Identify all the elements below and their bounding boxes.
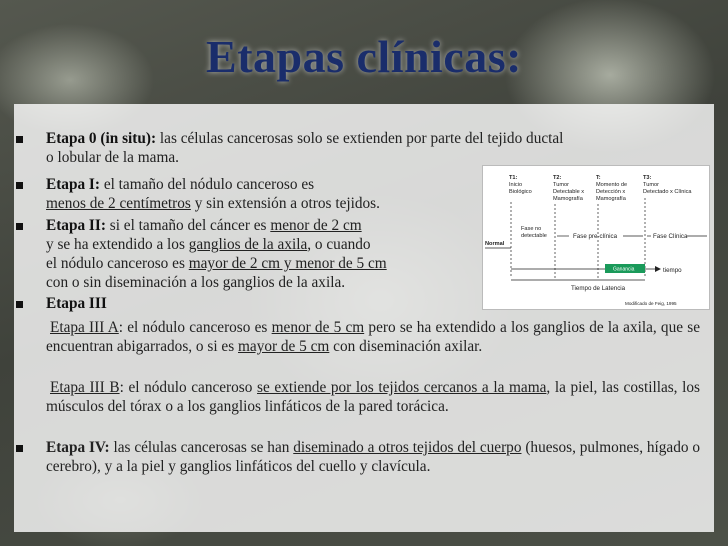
- diagram-axis-arrow-icon: [655, 266, 661, 272]
- diagram-fase-no-b: detectable: [521, 233, 547, 239]
- diagram-tiempo: tiempo: [663, 267, 682, 274]
- etapa3a-text1: : el nódulo canceroso es: [118, 319, 272, 336]
- etapa1-line1: [46, 175, 314, 194]
- diagram-t2-a: Tumor: [553, 182, 569, 188]
- etapa0-text: las células cancerosas solo se extienden por parte del tejido ductal: [159, 130, 564, 147]
- etapa4-paragraph: [46, 438, 700, 476]
- etapa2-line4: con o sin diseminación a los ganglios de la axila.: [46, 274, 346, 291]
- etapa2-line2: [46, 235, 371, 254]
- etapa1-text2: y sin extensión a otros tejidos.: [194, 195, 380, 212]
- etapa4-text2: (huesos, pulmones, hígado o cerebro), y a la piel y ganglios linfáticos del cuello y clavícula.: [46, 439, 701, 475]
- diagram-t1: T1:: [509, 175, 518, 181]
- diagram-t3-c: Mamografía: [596, 196, 626, 202]
- etapa3b-text1: : el nódulo canceroso: [119, 379, 258, 396]
- diagram-t1-a: Inicio: [509, 182, 523, 188]
- etapa2-label: Etapa II:: [46, 217, 106, 234]
- etapa1-line2: [46, 194, 380, 213]
- etapa3-label: Etapa III: [46, 295, 107, 312]
- diagram-t4: T3:: [643, 175, 652, 181]
- diagram-t4-b: Detectado x Clínica: [643, 189, 692, 195]
- etapa0-line2: o lobular de la mama.: [46, 149, 179, 166]
- bullet-icon: [16, 223, 23, 230]
- etapa2-underlined3: mayor de 2 cm y menor de 5 cm: [188, 255, 387, 272]
- etapa3a-text2: pero se ha extendido a los ganglios de la axila, que se encuentran abigarrados, o si es: [46, 319, 700, 355]
- etapa3a-paragraph: [46, 318, 700, 356]
- etapa2-underlined: menor de 2 cm: [270, 217, 362, 234]
- etapa1-underlined: menos de 2 centímetros: [46, 195, 191, 212]
- etapa2-text3: , o cuando: [307, 236, 371, 253]
- diagram-latencia: Tiempo de Latencia: [571, 285, 626, 292]
- etapa4-underlined: diseminado a otros tejidos del cuerpo: [293, 439, 522, 456]
- etapa0-line1: [46, 129, 563, 148]
- diagram-t2-b: Detectable x: [553, 189, 585, 195]
- diagram-fase-no-a: Fase no: [521, 226, 542, 232]
- diagram-t3-b: Detección x: [596, 189, 626, 195]
- etapa3a-underlined2: mayor de 5 cm: [238, 338, 330, 355]
- bullet-icon: [16, 182, 23, 189]
- page-title: Etapas clínicas:: [206, 31, 522, 82]
- diagram-t2: T2:: [553, 175, 562, 181]
- bullet-icon: [16, 301, 23, 308]
- bullet-icon: [16, 136, 23, 143]
- etapa0-label: Etapa 0 (in situ):: [46, 130, 157, 147]
- etapa2-line3: [46, 254, 387, 273]
- etapa2-line1: [46, 216, 362, 235]
- diagram-t2-c: Mamografía: [553, 196, 583, 202]
- bullet-icon: [16, 445, 23, 452]
- etapa1-label: Etapa I:: [46, 176, 100, 193]
- etapa3b-underlined1: se extiende por los tejidos cercanos a la mama: [257, 379, 547, 396]
- etapa2-text: si el tamaño del cáncer es: [109, 217, 267, 234]
- etapa1-text: el tamaño del nódulo canceroso es: [103, 176, 315, 193]
- diagram-t4-a: Tumor: [643, 182, 659, 188]
- etapa4-label: Etapa IV:: [46, 439, 110, 456]
- diagram-t3-a: Momento de: [596, 182, 628, 188]
- etapa3a-underlined1: menor de 5 cm: [271, 319, 365, 336]
- timeline-diagram: [482, 165, 710, 310]
- diagram-t1-b: Biológico: [509, 189, 532, 195]
- etapa2-text2: y se ha extendido a los: [46, 236, 185, 253]
- diagram-fuente: Modificado de Feig, 1995: [625, 301, 677, 306]
- etapa3b-label: Etapa III B: [50, 379, 120, 396]
- etapa3a-label: Etapa III A: [50, 319, 119, 336]
- diagram-fase-clin: Fase Clínica: [653, 233, 688, 240]
- etapa2-underlined2: ganglios de la axila: [188, 236, 308, 253]
- diagram-fase-pre: Fase pre-clínica: [573, 233, 618, 240]
- diagram-t3: T:: [596, 175, 601, 181]
- etapa4-text1: las células cancerosas se han: [109, 439, 294, 456]
- etapa3a-text3: con diseminación axilar.: [329, 338, 483, 355]
- diagram-normal: Normal: [485, 241, 505, 247]
- etapa3b-paragraph: [46, 378, 700, 416]
- etapa3b-text2: , la piel, las costillas, los músculos del tórax o a los ganglios linfáticos de la pared torácica.: [46, 379, 700, 415]
- etapa3-heading: [46, 294, 107, 313]
- etapa2-text4: el nódulo canceroso es: [46, 255, 185, 272]
- diagram-ganancia: Ganancia: [613, 266, 635, 273]
